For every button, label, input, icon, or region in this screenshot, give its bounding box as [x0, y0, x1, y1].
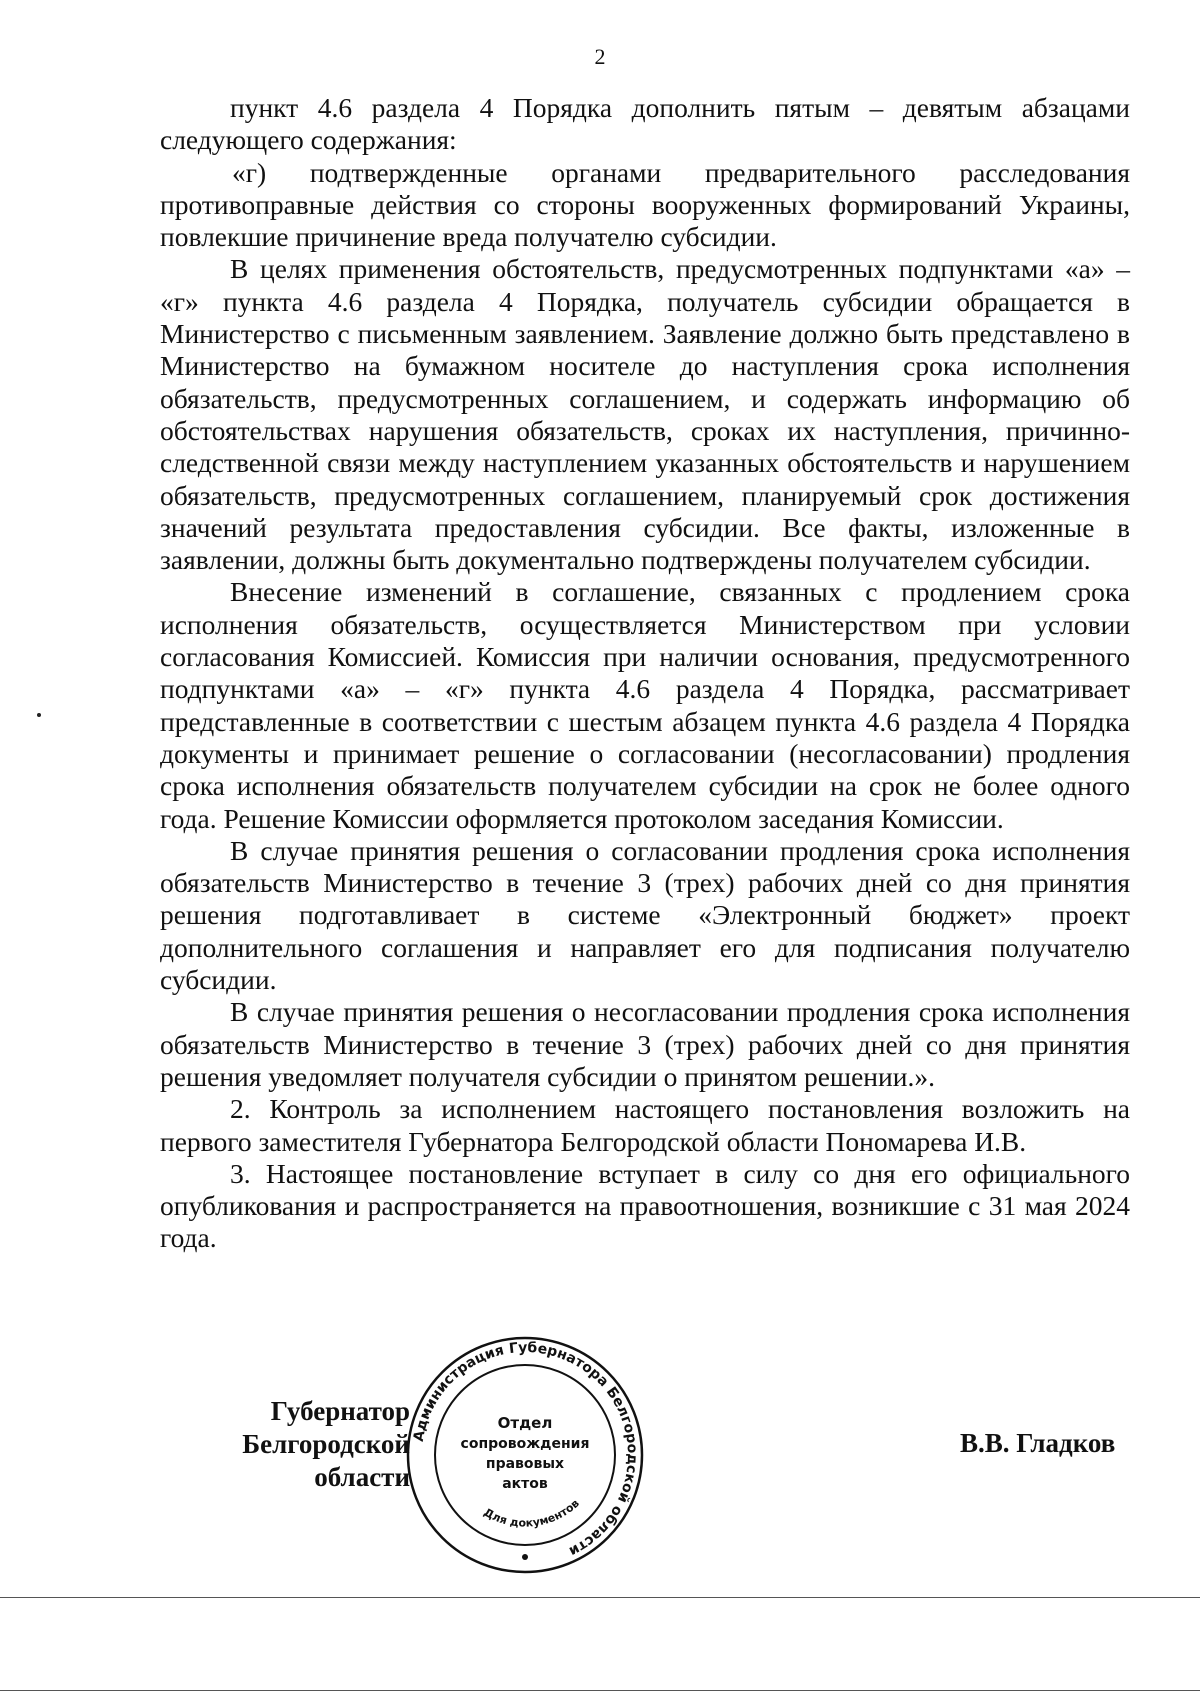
signatory-title-line1: Губернатор — [270, 1396, 410, 1426]
paragraph-control: 2. Контроль за исполнением настоящего постановления возложить на первого заместителя Губернатора Белгородской области Пономарева И.В. — [160, 1093, 1130, 1157]
paragraph-approval: В случае принятия решения о согласовании продления срока исполнения обязательств Министерство в течение 3 (трех) рабочих дней со дня принятия решения подготавливает в системе «Электронный бюджет» проект дополнительного соглашения и направляет его для подписания получателю субсидии. — [160, 834, 1130, 996]
page-number: 2 — [594, 44, 606, 69]
stamp-outer-text: Администрация Губернатора Белгородской области — [410, 1339, 641, 1560]
paragraph-rejection: В случае принятия решения о несогласовании продления срока исполнения обязательств Министерство в течение 3 (трех) рабочих дней со дня принятия решения уведомляет получателя субсидии о принятом решении.». — [160, 996, 1130, 1092]
paragraph-amendments: Внесение изменений в соглашение, связанных с продлением срока исполнения обязательств, осуществляется Министерством при условии согласования Комиссией. Комиссия при наличии основания, предусмотренного подпунктами «а» – «г» пункта 4.6 раздела 4 Порядка, рассматривает представленные в соответствии с шестым абзацем пункта 4.6 раздела 4 Порядка документы и принимает решение о согласовании (несогласовании) продления срока исполнения обязательств получателем субсидии на срок не более одного года. Решение Комиссии оформляется протоколом заседания Комиссии. — [160, 576, 1130, 834]
signatory-title — [182, 1395, 410, 1494]
signatory-title-line2: Белгородской области — [242, 1429, 410, 1492]
stamp-dot — [522, 1554, 528, 1560]
document-body — [160, 92, 1130, 1255]
stamp-line-2: сопровождения — [460, 1436, 590, 1452]
paragraph-subpoint-g: «г) подтвержденные органами предварительного расследования противоправные действия со стороны вооруженных формирований Украины, повлекшие причинение вреда получателю субсидии. — [160, 156, 1130, 253]
scan-rule-top — [0, 1597, 1200, 1598]
stamp-line-4: актов — [502, 1476, 548, 1492]
paragraph-application: В целях применения обстоятельств, предусмотренных подпунктами «а» – «г» пункта 4.6 раздела 4 Порядка, получатель субсидии обращается в Министерство с письменным заявлением. Заявление должно быть представлено в Министерство на бумажном носителе до наступления срока исполнения обязательств, предусмотренных соглашением, и содержать информацию об обстоятельствах нарушения обязательств, сроках их наступления, причинно-следственной связи между наступлением указанных обстоятельств и нарушением обязательств, предусмотренных соглашением, планируемый срок достижения значений результата предоставления субсидии. Все факты, изложенные в заявлении, должны быть документально подтверждены получателем субсидии. — [160, 253, 1130, 576]
scan-rule-bottom — [0, 1690, 1200, 1691]
paragraph-effective-date: 3. Настоящее постановление вступает в силу со дня его официального опубликования и распространяется на правоотношения, возникшие с 31 мая 2024 года. — [160, 1157, 1130, 1254]
stamp-inner-arc-text: Для документов — [481, 1496, 582, 1530]
signatory-name: В.В. Гладков — [960, 1428, 1116, 1458]
stamp-line-3: правовых — [485, 1456, 565, 1472]
scan-speck — [37, 713, 41, 717]
paragraph-intro: пункт 4.6 раздела 4 Порядка дополнить пятым – девятым абзацами следующего содержания: — [160, 92, 1130, 156]
stamp-outer-ring — [408, 1338, 642, 1572]
official-stamp — [405, 1335, 645, 1575]
stamp-line-1: Отдел — [497, 1414, 553, 1432]
